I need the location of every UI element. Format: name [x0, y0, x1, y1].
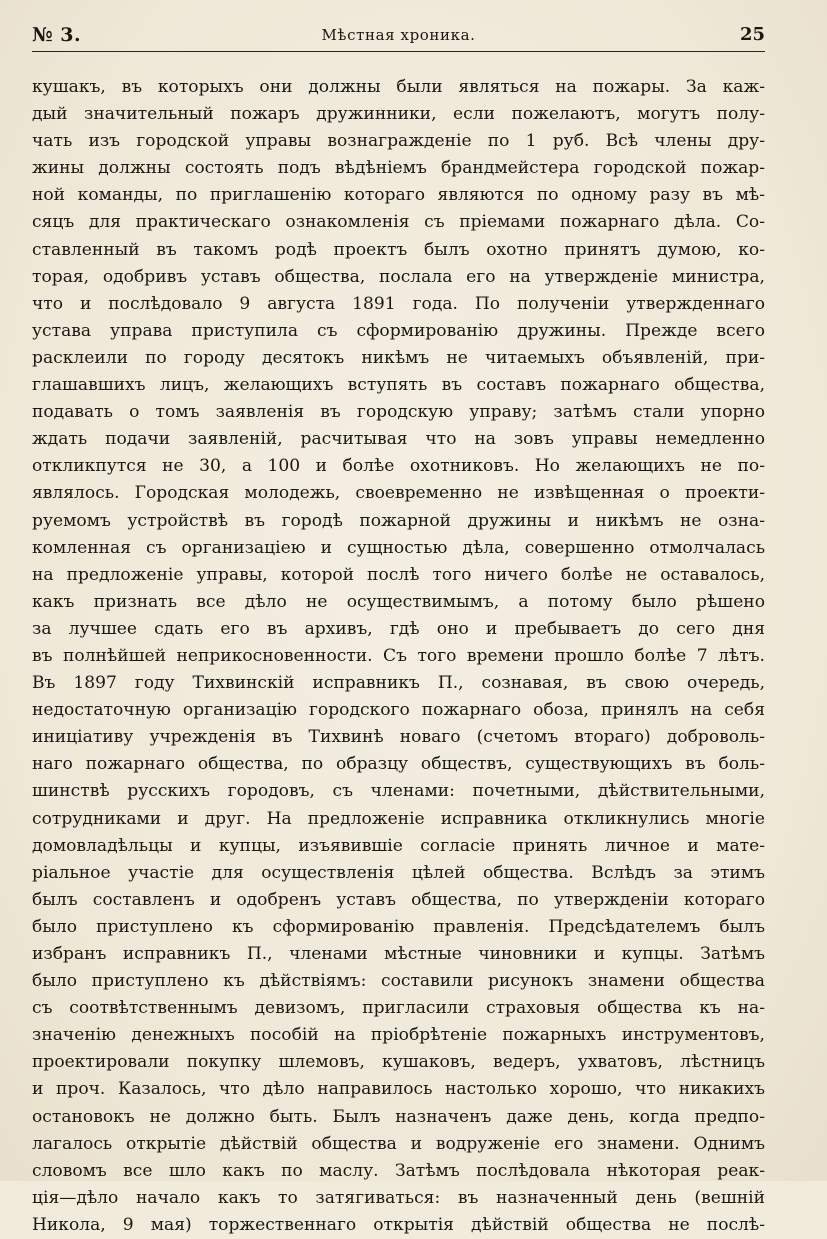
text-line: являлось. Городская молодежь, своевременно не извѣщенная о проекти-: [32, 483, 765, 504]
text-line: чать изъ городской управы вознагражденіе по 1 руб. Всѣ члены дру-: [32, 131, 765, 152]
text-line: кушакъ, въ которыхъ они должны были являться на пожары. За каж-: [32, 77, 765, 97]
issue-number: № 3.: [32, 24, 82, 46]
body-text: [32, 74, 765, 1239]
text-line: былъ составленъ и одобренъ уставъ общества, по утвержденіи котораго: [32, 889, 765, 910]
text-line: сотрудниками и друг. На предложеніе исправника откликнулись многіе: [32, 808, 765, 829]
text-line: недостаточную организацію городского пожарнаго обоза, принялъ на себя: [32, 700, 765, 721]
text-line: комленная съ организаціею и сущностью дѣла, совершенно отмолчалась: [32, 537, 765, 558]
text-line: словомъ все шло какъ по маслу. Затѣмъ послѣдовала нѣкоторая реак-: [32, 1160, 765, 1181]
text-line: съ соотвѣтственнымъ девизомъ, пригласили страховыя общества къ на-: [32, 998, 765, 1019]
text-line: было приступлено къ сформированію правленія. Предсѣдателемъ былъ: [32, 916, 765, 937]
text-line: дый значительный пожаръ дружинники, если пожелаютъ, могутъ полу-: [32, 104, 765, 125]
text-line: было приступлено къ дѣйствіямъ: составили рисунокъ знамени общества: [32, 971, 765, 992]
text-line: торая, одобривъ уставъ общества, послала его на утвержденіе министра,: [32, 266, 765, 287]
text-line: сяцъ для практическаго ознакомленія съ пріемами пожарнаго дѣла. Со-: [32, 212, 765, 233]
text-line: жины должны состоять подъ вѣдѣніемъ брандмейстера городской пожар-: [32, 158, 765, 179]
text-line: шинствѣ русскихъ городовъ, съ членами: почетными, дѣйствительными,: [32, 781, 765, 802]
text-line: на предложеніе управы, которой послѣ того ничего болѣе не оставалось,: [32, 564, 765, 585]
text-line: значенію денежныхъ пособій на пріобрѣтеніе пожарныхъ инструментовъ,: [32, 1025, 765, 1046]
text-line: что и послѣдовало 9 августа 1891 года. По полученіи утвержденнаго: [32, 293, 765, 314]
text-line: откликпутся не 30, а 100 и болѣе охотниковъ. Но желающихъ не по-: [32, 456, 765, 477]
text-line: ной команды, по приглашенію котораго являются по одному разу въ мѣ-: [32, 185, 765, 206]
text-line: лагалось открытіе дѣйствій общества и водруженіе его знамени. Однимъ: [32, 1133, 765, 1154]
text-line: Въ 1897 году Тихвинскій исправникъ П., сознавая, въ свою очередь,: [32, 673, 765, 694]
text-line: ставленный въ такомъ родѣ проектъ былъ охотно принятъ думою, ко-: [32, 239, 765, 260]
running-head: [32, 24, 765, 52]
section-title: Мѣстная хроника.: [321, 26, 476, 44]
text-line: руемомъ устройствѣ въ городѣ пожарной дружины и никѣмъ не озна-: [32, 510, 765, 531]
text-line: проектировали покупку шлемовъ, кушаковъ, ведеръ, ухватовъ, лѣстницъ: [32, 1052, 765, 1073]
text-line: какъ признать все дѣло не осуществимымъ, а потому было рѣшено: [32, 591, 765, 612]
text-line: домовладѣльцы и купцы, изъявившіе согласіе принять личное и мате-: [32, 835, 765, 856]
text-line: Никола, 9 мая) торжественнаго открытія дѣйствій общества не послѣ-: [32, 1214, 765, 1235]
text-line: наго пожарнаго общества, по образцу обществъ, существующихъ въ боль-: [32, 754, 765, 775]
text-line: и проч. Казалось, что дѣло направилось настолько хорошо, что никакихъ: [32, 1079, 765, 1100]
text-line: устава управа приступила съ сформированію дружины. Прежде всего: [32, 320, 765, 341]
text-line: иниціативу учрежденія въ Тихвинѣ новаго (счетомъ втораго) доброволь-: [32, 727, 765, 748]
text-line: въ полнѣйшей неприкосновенности. Съ того времени прошло болѣе 7 лѣтъ.: [32, 645, 765, 666]
text-line: избранъ исправникъ П., членами мѣстные чиновники и купцы. Затѣмъ: [32, 944, 765, 964]
text-line: глашавшихъ лицъ, желающихъ вступять въ составъ пожарнаго общества,: [32, 375, 765, 396]
text-line: подавать о томъ заявленія въ городскую управу; затѣмъ стали упорно: [32, 402, 765, 423]
text-line: ція—дѣло начало какъ то затягиваться: въ назначенный день (вешній: [32, 1187, 765, 1208]
text-line: за лучшее сдать его въ архивъ, гдѣ оно и пребываетъ до сего дня: [32, 618, 765, 639]
text-line: остановокъ не должно быть. Былъ назначенъ даже день, когда предпо-: [32, 1106, 765, 1127]
header-rule: [32, 51, 765, 52]
text-line: расклеили по городу десятокъ никѣмъ не читаемыхъ объявленій, при-: [32, 347, 765, 368]
text-line: ріальное участіе для осуществленія цѣлей общества. Вслѣдъ за этимъ: [32, 862, 765, 883]
page-number: 25: [739, 24, 765, 45]
text-line: ждать подачи заявленій, расчитывая что на зовъ управы немедленно: [32, 429, 765, 450]
